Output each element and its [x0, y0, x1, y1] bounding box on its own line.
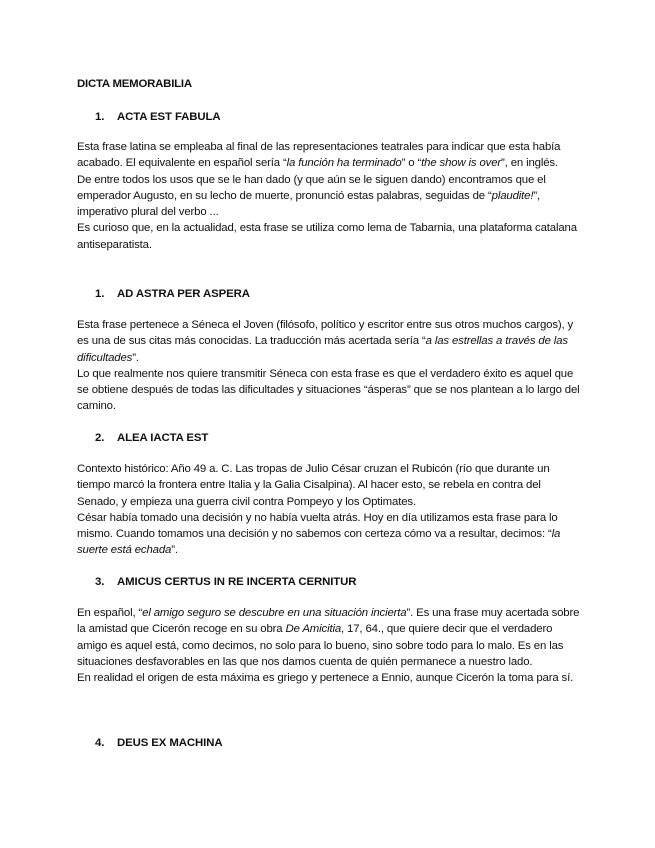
section-body-alea-iacta-est	[77, 461, 582, 559]
section-heading-alea-iacta-est	[95, 432, 208, 444]
section-title: ACTA EST FABULA	[117, 111, 221, 123]
paragraph: Esta frase latina se empleaba al final de las representaciones teatrales para indicar que esta había acabado. El equivalente en español sería “la función ha terminado” o “the show is over”, en inglés.	[77, 141, 561, 170]
section-heading-ad-astra-per-aspera	[95, 288, 250, 300]
section-number: 3.	[95, 576, 105, 588]
section-title: AD ASTRA PER ASPERA	[117, 288, 250, 300]
section-body-acta-est-fabula	[77, 139, 582, 253]
section-number: 4.	[95, 737, 105, 749]
paragraph: Esta frase pertenece a Séneca el Joven (filósofo, político y escritor entre sus otros muchos cargos), y es una de sus citas más conocidas. La traducción más acertada sería “a las estrellas a través de las dificultades”.	[77, 319, 574, 364]
section-heading-deus-ex-machina	[95, 737, 222, 749]
paragraph: En español, “el amigo seguro se descubre en una situación incierta”. Es una frase muy acertada sobre la amistad que Cicerón recoge en su obra De Amicitia, 17, 64., que quiere decir que el verdadero amigo es aquel está, como decimos, no solo para lo bueno, sino sobre todo para lo malo. Es en las situaciones desfavorables en las que nos damos cuenta de quién permanece a nuestro lado.	[77, 607, 580, 668]
section-body-ad-astra-per-aspera	[77, 317, 582, 415]
paragraph: César había tomado una decisión y no había vuelta atrás. Hoy en día utilizamos esta frase para lo mismo. Cuando tomamos una decisión y no sabemos con certeza cómo va a resultar, decimos: “la suerte está echada”.	[77, 511, 561, 557]
section-title: DEUS EX MACHINA	[117, 737, 223, 749]
section-title: ALEA IACTA EST	[117, 432, 209, 444]
section-heading-acta-est-fabula	[95, 111, 221, 123]
section-body-amicus-certus	[77, 605, 582, 686]
section-heading-amicus-certus	[95, 576, 356, 588]
section-title: AMICUS CERTUS IN RE INCERTA CERNITUR	[117, 576, 357, 588]
section-number: 2.	[95, 432, 105, 444]
paragraph: Lo que realmente nos quiere transmitir Séneca con esta frase es que el verdadero éxito es aquel que se obtiene después de todas las dificultades y situaciones “ásperas” que se nos plantean a lo largo del camino.	[77, 367, 580, 413]
document-title: DICTA MEMORABILIA	[77, 78, 192, 90]
section-number: 1.	[95, 288, 105, 300]
paragraph: Contexto histórico: Año 49 a. C. Las tropas de Julio César cruzan el Rubicón (río que durante un tiempo marcó la frontera entre Italia y la Galia Cisalpina). Al hacer esto, se rebela en contra del Senado, y empieza una guerra civil contra Pompeyo y los Optimates.	[77, 463, 550, 508]
paragraph: De entre todos los usos que se le han dado (y que aún se le siguen dando) encontramos que el emperador Augusto, en su lecho de muerte, pronunció estas palabras, seguidas de “plaudite!”, imperativo plural del verbo ...	[77, 173, 546, 219]
paragraph: Es curioso que, en la actualidad, esta frase se utiliza como lema de Tabarnia, una plataforma catalana antiseparatista.	[77, 222, 577, 251]
section-number: 1.	[95, 111, 105, 123]
paragraph: En realidad el origen de esta máxima es griego y pertenece a Ennio, aunque Cicerón la toma para sí.	[77, 672, 574, 685]
